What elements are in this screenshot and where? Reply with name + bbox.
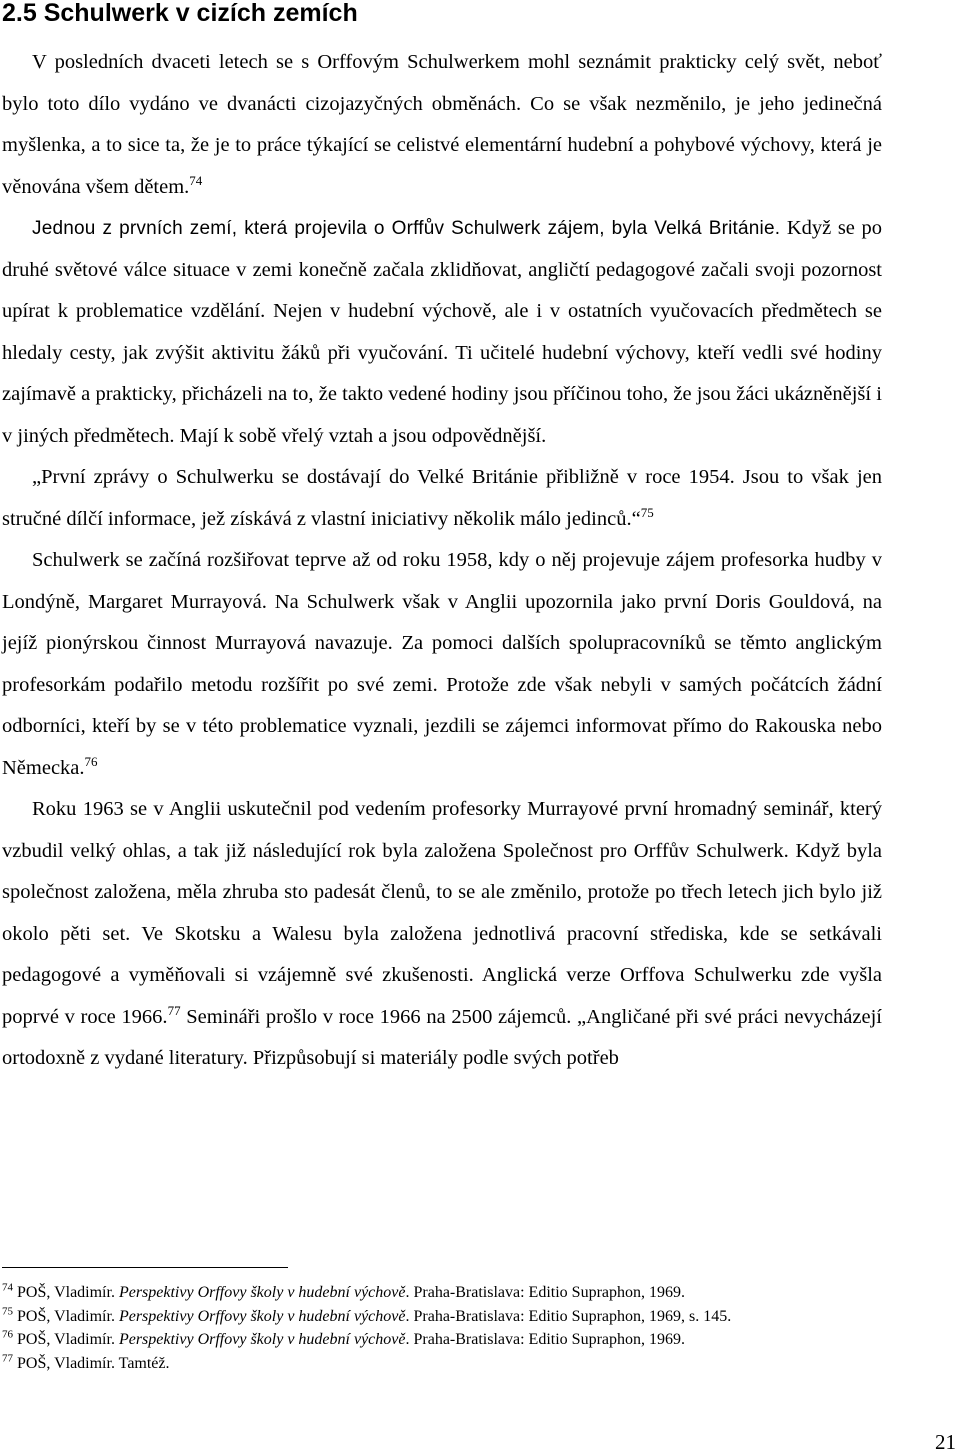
paragraph-2-lead: Jednou z prvních zemí, která projevila o Orffův Schulwerk zájem, byla Velká Británie.	[32, 218, 781, 239]
body-text	[2, 42, 882, 1080]
footnote-author: POŠ, Vladimír.	[17, 1307, 119, 1325]
footnote-publisher: . Praha-Bratislava: Editio Supraphon, 1969, s. 145.	[405, 1307, 732, 1325]
page-number: 21	[935, 1430, 956, 1454]
footnote-publisher: . Praha-Bratislava: Editio Supraphon, 1969.	[405, 1284, 685, 1301]
footnote-author: POŠ, Vladimír. Tamtéž.	[17, 1354, 170, 1372]
footnote-ref-76: 76	[84, 753, 98, 769]
paragraph-5-text: Roku 1963 se v Anglii uskutečnil pod vedením profesorky Murrayové první hromadný seminář, který vzbudil velký ohlas, a tak již následující rok byla založena Společnost pro Orffův Schulwerk. Když byla společnost založena, měla zhruba sto padesát členů, to se ale změnilo, protože po třech letech jich bylo již okolo pěti set. Ve Skotsku a Walesu byla založena jednotlivá pracovní střediska, kde se setkávali pedagogové a vyměňovali si vzájemně své zkušenosti. Anglická verze Orffova Schulwerku zde vyšla poprvé v roce 1966.	[2, 798, 882, 1028]
paragraph-3	[2, 457, 882, 540]
section-heading: 2.5 Schulwerk v cizích zemích	[2, 0, 358, 27]
footnote-title: Perspektivy Orffovy školy v hudební výchově	[118, 1307, 406, 1325]
paragraph-2-text: Když se po druhé světové válce situace v zemi konečně začala zklidňovat, angličtí pedagogové začali svoji pozornost upírat k problematice vzdělání. Nejen v hudební výchově, ale i v ostatních vyučovacích předmětech se hledaly cesty, jak zvýšit aktivitu žáků při vyučování. Ti učitelé hudební výchovy, kteří vedli své hodiny zajímavě a prakticky, přicházeli na to, že takto vedené hodiny jsou příčinou toho, že jsou žáci ukázněnější i v jiných předmětech. Mají k sobě vřelý vztah a jsou odpovědnější.	[2, 217, 882, 447]
footnote-author: POŠ, Vladimír.	[17, 1284, 119, 1301]
footnote-author: POŠ, Vladimír.	[17, 1331, 119, 1348]
footnote-75	[2, 1305, 882, 1329]
footnote-77	[2, 1352, 882, 1376]
footnote-separator	[2, 1267, 288, 1268]
paragraph-4-text: Schulwerk se začíná rozšiřovat teprve až od roku 1958, kdy o něj projevuje zájem profesorka hudby v Londýně, Margaret Murrayová. Na Schulwerk však v Anglii upozornila jako první Doris Gouldová, na jejíž pionýrskou činnost Murrayová navazuje. Za pomoci dalších spolupracovníků se těmto anglickým profesorkám podařilo metodu rozšířit po své zemi. Protože zde však nebyli v samých počátcích žádní odborníci, kteří by se v této problematice vyznali, jezdili se zájemci informovat přímo do Rakouska nebo Německa.	[2, 549, 882, 779]
footnote-76	[2, 1328, 882, 1352]
paragraph-1	[2, 42, 882, 208]
footnote-title: Perspektivy Orffovy školy v hudební výchově	[118, 1331, 406, 1348]
paragraph-1-text: V posledních dvaceti letech se s Orffovým Schulwerkem mohl seznámit prakticky celý svět, neboť bylo toto dílo vydáno ve dvanácti cizojazyčných obměnách. Co se však nezměnilo, je jeho jedinečná myšlenka, a to sice ta, že je to práce týkající se celistvé elementární hudební a pohybové výchovy, která je věnována všem dětem.	[2, 51, 882, 198]
paragraph-5	[2, 789, 882, 1080]
footnote-publisher: . Praha-Bratislava: Editio Supraphon, 1969.	[405, 1331, 685, 1348]
paragraph-3-text: „První zprávy o Schulwerku se dostávají do Velké Británie přibližně v roce 1954. Jsou to však jen stručné dílčí informace, jež získává z vlastní iniciativy několik málo jedinců.“	[2, 466, 882, 530]
footnote-number: 77	[2, 1352, 13, 1365]
footnote-ref-77: 77	[167, 1002, 181, 1018]
footnote-74	[2, 1281, 882, 1305]
footnote-number: 75	[2, 1305, 13, 1318]
paragraph-2	[2, 208, 882, 457]
footnote-ref-75: 75	[640, 504, 654, 520]
footnote-ref-74: 74	[189, 172, 203, 188]
footnote-number: 74	[2, 1281, 13, 1294]
paragraph-4	[2, 540, 882, 789]
footnote-title: Perspektivy Orffovy školy v hudební výchově	[118, 1284, 406, 1301]
footnotes	[2, 1281, 882, 1375]
footnote-number: 76	[2, 1328, 13, 1341]
paragraph-5-tail: Semináři prošlo v roce 1966 na 2500 zájemců. „Angličané při své práci nevycházejí ortodoxně z vydané literatury. Přizpůsobují si materiály podle svých potřeb	[2, 1005, 882, 1069]
